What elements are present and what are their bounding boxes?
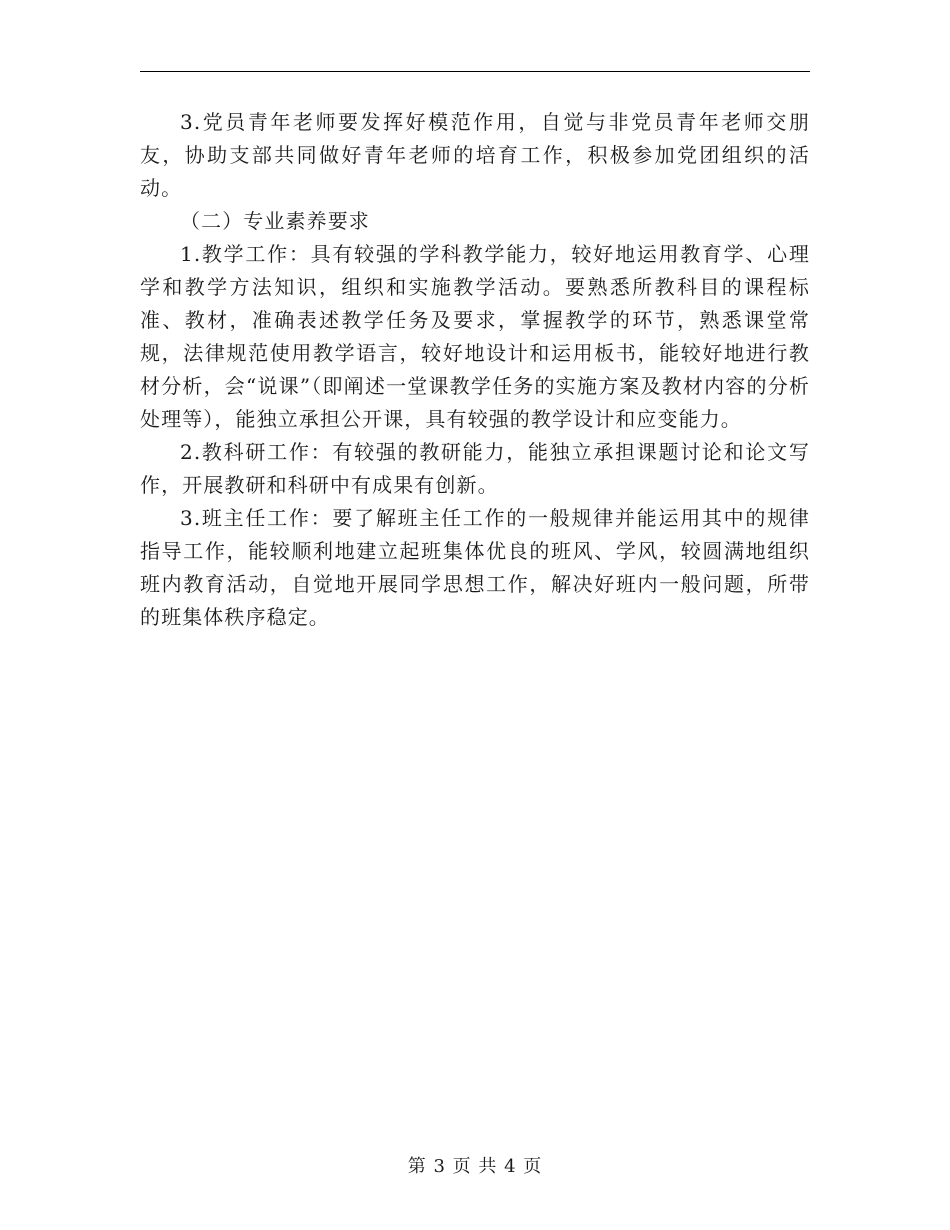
paragraph-research-work: 2.教科研工作：有较强的教研能力，能独立承担课题讨论和论文写作，开展教研和科研中有成果有创新。 <box>140 440 810 497</box>
section-heading-professional-quality: （二）专业素养要求 <box>180 209 370 233</box>
paragraph-party-member-role: 3.党员青年老师要发挥好模范作用，自觉与非党员青年老师交朋友，协助支部共同做好青年老师的培育工作，积极参加党团组织的活动。 <box>140 110 810 200</box>
header-rule <box>140 71 810 72</box>
page-number-footer <box>0 1152 950 1178</box>
paragraph-teaching-work: 1.教学工作：具有较强的学科教学能力，较好地运用教育学、心理学和教学方法知识，组织和实施教学活动。要熟悉所教科目的课程标准、教材，准确表述教学任务及要求，掌握教学的环节，熟悉课堂常规，法律规范使用教学语言，较好地设计和运用板书，能较好地进行教材分析，会“说课”（即阐述一堂课教学任务的实施方案及教材内容的分析处理等），能独立承担公开课，具有较强的教学设计和应变能力。 <box>140 242 810 431</box>
paragraph-class-teacher-work: 3.班主任工作：要了解班主任工作的一般规律并能运用其中的规律指导工作，能较顺利地建立起班集体优良的班风、学风，较圆满地组织班内教育活动，自觉地开展同学思想工作，解决好班内一般问题，所带的班集体秩序稳定。 <box>140 506 810 629</box>
document-body <box>140 106 810 634</box>
page-number-text: 第 3 页 共 4 页 <box>407 1156 543 1177</box>
